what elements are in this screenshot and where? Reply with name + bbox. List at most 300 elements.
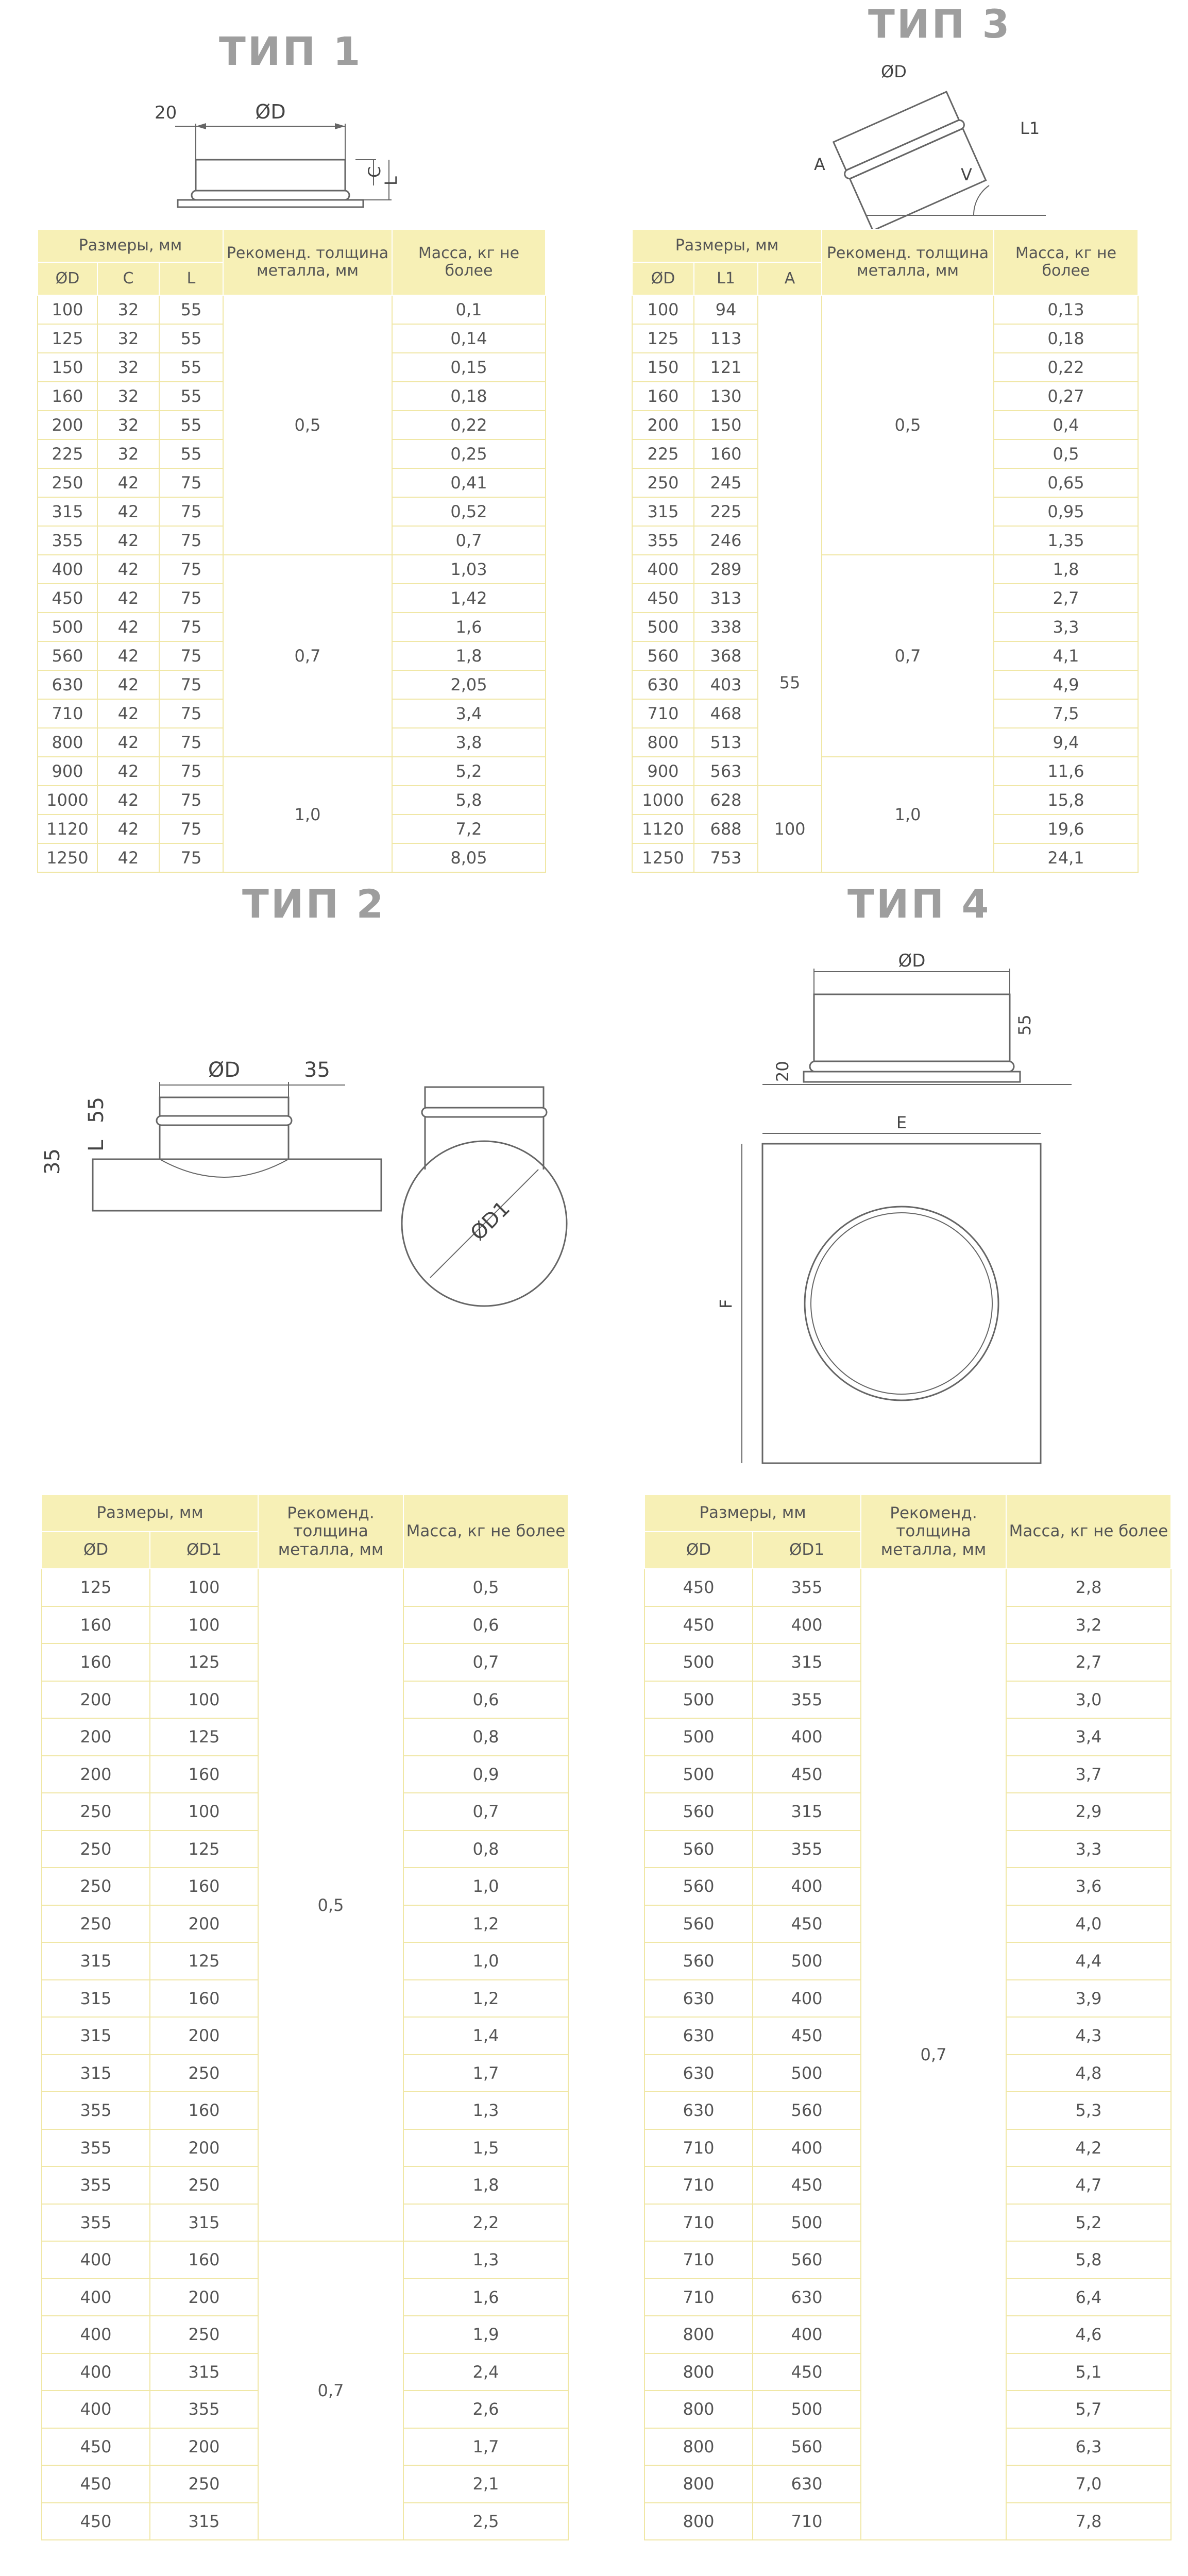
type4-title: ТИП 4 xyxy=(847,881,991,927)
type3-header-a: A xyxy=(758,262,822,295)
cell-mass: 5,8 xyxy=(1006,2241,1171,2279)
cell-mass: 2,9 xyxy=(1006,1793,1171,1831)
cell-c: 42 xyxy=(97,526,159,555)
cell-d: 1250 xyxy=(38,843,97,872)
cell-mass: 3,2 xyxy=(1006,1606,1171,1644)
cell-d: 150 xyxy=(38,353,97,382)
cell-l: 75 xyxy=(159,786,223,815)
cell-d1: 400 xyxy=(753,2129,861,2167)
cell-l1: 121 xyxy=(694,353,758,382)
cell-mass: 5,2 xyxy=(392,757,546,786)
cell-mass: 8,05 xyxy=(392,843,546,872)
cell-l1: 468 xyxy=(694,699,758,728)
cell-mass: 5,1 xyxy=(1006,2353,1171,2391)
type2-header-d: ØD xyxy=(42,1532,150,1569)
cell-mass: 2,05 xyxy=(392,670,546,699)
cell-d: 355 xyxy=(42,2204,150,2242)
cell-mass: 1,4 xyxy=(403,2017,568,2055)
cell-d1: 560 xyxy=(753,2092,861,2129)
cell-mass: 4,2 xyxy=(1006,2129,1171,2167)
cell-d: 1000 xyxy=(632,786,694,815)
cell-mass: 6,4 xyxy=(1006,2279,1171,2316)
cell-d: 560 xyxy=(38,641,97,670)
cell-mass: 1,42 xyxy=(392,584,546,613)
cell-d: 1250 xyxy=(632,843,694,872)
cell-d: 1000 xyxy=(38,786,97,815)
cell-d: 800 xyxy=(632,728,694,757)
cell-mass: 7,2 xyxy=(392,815,546,843)
cell-d: 400 xyxy=(42,2279,150,2316)
cell-d1: 450 xyxy=(753,1905,861,1943)
cell-mass: 9,4 xyxy=(994,728,1138,757)
table-row xyxy=(42,2241,568,2279)
type2-header-mass: Масса, кг не более xyxy=(403,1495,568,1569)
cell-d: 1120 xyxy=(632,815,694,843)
cell-thickness: 1,0 xyxy=(223,757,392,872)
cell-d: 710 xyxy=(644,2129,753,2167)
cell-l: 75 xyxy=(159,555,223,584)
cell-d1: 630 xyxy=(753,2465,861,2503)
cell-d1: 160 xyxy=(150,1980,258,2018)
cell-l1: 130 xyxy=(694,382,758,411)
cell-d1: 200 xyxy=(150,2428,258,2466)
cell-l1: 245 xyxy=(694,468,758,497)
cell-l: 55 xyxy=(159,439,223,468)
cell-d: 225 xyxy=(632,439,694,468)
cell-mass: 7,5 xyxy=(994,699,1138,728)
cell-d1: 400 xyxy=(753,1980,861,2018)
type4-header-d1: ØD1 xyxy=(753,1532,861,1569)
cell-d: 630 xyxy=(38,670,97,699)
cell-mass: 1,0 xyxy=(403,1868,568,1905)
cell-d1: 250 xyxy=(150,2055,258,2092)
cell-d: 800 xyxy=(644,2316,753,2353)
cell-d1: 200 xyxy=(150,2017,258,2055)
cell-d: 125 xyxy=(42,1569,150,1606)
cell-c: 42 xyxy=(97,468,159,497)
cell-c: 42 xyxy=(97,843,159,872)
cell-d: 355 xyxy=(42,2092,150,2129)
cell-l: 55 xyxy=(159,324,223,353)
cell-mass: 7,0 xyxy=(1006,2465,1171,2503)
cell-d: 560 xyxy=(644,1831,753,1868)
cell-d: 250 xyxy=(38,468,97,497)
type3-dim-v: V xyxy=(961,165,972,184)
cell-d1: 355 xyxy=(753,1831,861,1868)
type2-dim-35-top: 35 xyxy=(304,1058,330,1082)
cell-mass: 15,8 xyxy=(994,786,1138,815)
cell-mass: 0,15 xyxy=(392,353,546,382)
cell-c: 32 xyxy=(97,439,159,468)
cell-d: 400 xyxy=(42,2353,150,2391)
cell-c: 32 xyxy=(97,411,159,439)
cell-l1: 688 xyxy=(694,815,758,843)
type3-header-d: ØD xyxy=(632,262,694,295)
cell-mass: 1,5 xyxy=(403,2129,568,2167)
cell-thickness: 0,5 xyxy=(822,295,994,555)
cell-d: 250 xyxy=(42,1831,150,1868)
cell-d: 800 xyxy=(644,2391,753,2428)
cell-mass: 11,6 xyxy=(994,757,1138,786)
cell-d1: 500 xyxy=(753,2055,861,2092)
cell-l: 75 xyxy=(159,670,223,699)
cell-mass: 3,6 xyxy=(1006,1868,1171,1905)
cell-d: 500 xyxy=(644,1756,753,1793)
cell-mass: 5,8 xyxy=(392,786,546,815)
type1-dim-d: ØD xyxy=(255,100,286,123)
cell-l1: 628 xyxy=(694,786,758,815)
type2-header-thickness: Рекоменд. толщина металла, мм xyxy=(258,1495,403,1569)
cell-l: 75 xyxy=(159,613,223,641)
cell-mass: 3,0 xyxy=(1006,1681,1171,1719)
cell-d: 200 xyxy=(632,411,694,439)
cell-c: 32 xyxy=(97,324,159,353)
cell-mass: 3,3 xyxy=(994,613,1138,641)
type1-dim-c: C xyxy=(365,166,384,178)
cell-mass: 0,41 xyxy=(392,468,546,497)
cell-mass: 3,3 xyxy=(1006,1831,1171,1868)
cell-c: 42 xyxy=(97,584,159,613)
cell-d: 100 xyxy=(632,295,694,324)
cell-d: 450 xyxy=(632,584,694,613)
cell-mass: 0,8 xyxy=(403,1831,568,1868)
cell-mass: 1,3 xyxy=(403,2092,568,2129)
cell-thickness: 0,5 xyxy=(223,295,392,555)
cell-d: 125 xyxy=(632,324,694,353)
cell-mass: 2,5 xyxy=(403,2503,568,2540)
cell-c: 32 xyxy=(97,353,159,382)
type1-dim-20: 20 xyxy=(155,103,177,123)
cell-d: 450 xyxy=(38,584,97,613)
cell-c: 42 xyxy=(97,613,159,641)
cell-d: 900 xyxy=(38,757,97,786)
table-row xyxy=(632,757,1138,786)
cell-d1: 250 xyxy=(150,2166,258,2204)
type1-header-c: C xyxy=(97,262,159,295)
type2-dim-d: ØD xyxy=(208,1058,241,1082)
cell-c: 42 xyxy=(97,670,159,699)
cell-mass: 5,7 xyxy=(1006,2391,1171,2428)
cell-d1: 100 xyxy=(150,1681,258,1719)
cell-d1: 450 xyxy=(753,2017,861,2055)
cell-d: 630 xyxy=(632,670,694,699)
cell-d: 560 xyxy=(644,1868,753,1905)
cell-c: 42 xyxy=(97,699,159,728)
cell-d: 450 xyxy=(42,2465,150,2503)
cell-d: 630 xyxy=(644,2017,753,2055)
cell-d1: 710 xyxy=(753,2503,861,2540)
cell-d: 800 xyxy=(644,2428,753,2466)
cell-d: 900 xyxy=(632,757,694,786)
type4-dim-d: ØD xyxy=(898,951,926,971)
cell-l: 75 xyxy=(159,815,223,843)
type2-dim-35-left: 35 xyxy=(41,1148,64,1175)
cell-mass: 5,2 xyxy=(1006,2204,1171,2242)
cell-mass: 3,4 xyxy=(1006,1718,1171,1756)
cell-d: 710 xyxy=(644,2279,753,2316)
cell-mass: 0,1 xyxy=(392,295,546,324)
type4-header-thickness: Рекоменд. толщина металла, мм xyxy=(861,1495,1006,1569)
cell-mass: 4,0 xyxy=(1006,1905,1171,1943)
cell-d: 160 xyxy=(42,1606,150,1644)
type3-header-sizes: Размеры, мм xyxy=(632,229,822,262)
table-row xyxy=(632,555,1138,584)
cell-thickness: 0,7 xyxy=(258,2241,403,2540)
cell-a: 100 xyxy=(758,786,822,872)
type1-header-thickness: Рекоменд. толщина металла, мм xyxy=(223,229,392,295)
cell-d: 450 xyxy=(644,1606,753,1644)
cell-mass: 2,4 xyxy=(403,2353,568,2391)
type1-table xyxy=(37,229,546,873)
type3-dim-l1: L1 xyxy=(1020,118,1040,138)
cell-d1: 160 xyxy=(150,2092,258,2129)
cell-d: 225 xyxy=(38,439,97,468)
cell-c: 32 xyxy=(97,382,159,411)
type3-diagram xyxy=(804,52,1092,227)
type2-dim-l: L xyxy=(84,1140,108,1151)
cell-d: 710 xyxy=(644,2166,753,2204)
type3-header-thickness: Рекоменд. толщина металла, мм xyxy=(822,229,994,295)
cell-l1: 113 xyxy=(694,324,758,353)
cell-d1: 560 xyxy=(753,2241,861,2279)
cell-d1: 160 xyxy=(150,1868,258,1905)
cell-d: 400 xyxy=(632,555,694,584)
type3-dim-d: ØD xyxy=(881,62,907,81)
cell-d: 500 xyxy=(644,1718,753,1756)
cell-mass: 4,8 xyxy=(1006,2055,1171,2092)
cell-mass: 0,7 xyxy=(403,1793,568,1831)
cell-d1: 100 xyxy=(150,1569,258,1606)
type4-table xyxy=(644,1494,1172,2540)
cell-d: 710 xyxy=(38,699,97,728)
cell-l: 75 xyxy=(159,843,223,872)
cell-d: 560 xyxy=(644,1793,753,1831)
type4-header-mass: Масса, кг не более xyxy=(1006,1495,1171,1569)
cell-d1: 125 xyxy=(150,1718,258,1756)
type4-diagram xyxy=(711,938,1082,1473)
cell-mass: 0,25 xyxy=(392,439,546,468)
cell-l: 55 xyxy=(159,295,223,324)
cell-mass: 0,95 xyxy=(994,497,1138,526)
table-row xyxy=(38,555,546,584)
table-row xyxy=(42,1569,568,1606)
cell-d: 450 xyxy=(644,1569,753,1606)
cell-d: 630 xyxy=(644,1980,753,2018)
type1-diagram xyxy=(134,98,422,232)
cell-d: 500 xyxy=(38,613,97,641)
cell-mass: 1,9 xyxy=(403,2316,568,2353)
cell-mass: 0,9 xyxy=(403,1756,568,1793)
cell-mass: 0,6 xyxy=(403,1606,568,1644)
cell-d1: 125 xyxy=(150,1831,258,1868)
cell-thickness: 0,7 xyxy=(223,555,392,757)
cell-d: 560 xyxy=(644,1942,753,1980)
cell-d1: 500 xyxy=(753,2391,861,2428)
cell-d: 160 xyxy=(632,382,694,411)
cell-mass: 0,18 xyxy=(994,324,1138,353)
cell-d: 250 xyxy=(632,468,694,497)
cell-mass: 4,1 xyxy=(994,641,1138,670)
cell-mass: 3,9 xyxy=(1006,1980,1171,2018)
cell-d: 200 xyxy=(42,1756,150,1793)
cell-d: 710 xyxy=(644,2241,753,2279)
cell-l1: 368 xyxy=(694,641,758,670)
cell-l1: 160 xyxy=(694,439,758,468)
cell-l1: 313 xyxy=(694,584,758,613)
cell-d: 710 xyxy=(632,699,694,728)
cell-mass: 7,8 xyxy=(1006,2503,1171,2540)
cell-d: 560 xyxy=(644,1905,753,1943)
cell-d: 1120 xyxy=(38,815,97,843)
cell-d: 355 xyxy=(632,526,694,555)
cell-d1: 250 xyxy=(150,2316,258,2353)
cell-d: 250 xyxy=(42,1793,150,1831)
cell-d: 250 xyxy=(42,1868,150,1905)
cell-mass: 3,7 xyxy=(1006,1756,1171,1793)
cell-d: 800 xyxy=(644,2503,753,2540)
cell-mass: 2,6 xyxy=(403,2391,568,2428)
cell-mass: 0,14 xyxy=(392,324,546,353)
cell-d1: 160 xyxy=(150,1756,258,1793)
cell-d1: 500 xyxy=(753,2204,861,2242)
cell-d1: 450 xyxy=(753,2353,861,2391)
cell-d: 500 xyxy=(632,613,694,641)
cell-d: 315 xyxy=(632,497,694,526)
cell-d1: 200 xyxy=(150,2279,258,2316)
cell-mass: 1,6 xyxy=(403,2279,568,2316)
cell-d: 800 xyxy=(644,2353,753,2391)
cell-mass: 0,13 xyxy=(994,295,1138,324)
cell-c: 42 xyxy=(97,555,159,584)
cell-d1: 560 xyxy=(753,2428,861,2466)
cell-d1: 315 xyxy=(150,2503,258,2540)
cell-d1: 400 xyxy=(753,1718,861,1756)
cell-mass: 0,27 xyxy=(994,382,1138,411)
type2-header-sizes: Размеры, мм xyxy=(42,1495,258,1532)
cell-mass: 0,6 xyxy=(403,1681,568,1719)
cell-d: 400 xyxy=(38,555,97,584)
type2-dim-55: 55 xyxy=(84,1097,108,1123)
cell-mass: 1,03 xyxy=(392,555,546,584)
cell-d1: 355 xyxy=(753,1569,861,1606)
cell-l: 75 xyxy=(159,584,223,613)
type2-title: ТИП 2 xyxy=(242,881,386,927)
cell-thickness: 0,5 xyxy=(258,1569,403,2241)
cell-d: 125 xyxy=(38,324,97,353)
cell-d1: 400 xyxy=(753,2316,861,2353)
cell-mass: 1,6 xyxy=(392,613,546,641)
type3-header-mass: Масса, кг не более xyxy=(994,229,1138,295)
cell-mass: 24,1 xyxy=(994,843,1138,872)
cell-d1: 450 xyxy=(753,1756,861,1793)
cell-l1: 403 xyxy=(694,670,758,699)
type3-table xyxy=(632,229,1139,873)
cell-d1: 630 xyxy=(753,2279,861,2316)
cell-mass: 1,35 xyxy=(994,526,1138,555)
cell-d: 450 xyxy=(42,2428,150,2466)
cell-d: 630 xyxy=(644,2055,753,2092)
type4-header-d: ØD xyxy=(644,1532,753,1569)
table-row xyxy=(38,757,546,786)
cell-l: 55 xyxy=(159,353,223,382)
cell-l: 55 xyxy=(159,382,223,411)
cell-c: 42 xyxy=(97,728,159,757)
cell-c: 42 xyxy=(97,786,159,815)
cell-d1: 450 xyxy=(753,2166,861,2204)
cell-d1: 315 xyxy=(150,2204,258,2242)
cell-d: 500 xyxy=(644,1681,753,1719)
cell-c: 42 xyxy=(97,815,159,843)
cell-mass: 4,6 xyxy=(1006,2316,1171,2353)
type4-header-sizes: Размеры, мм xyxy=(644,1495,861,1532)
type1-header-d: ØD xyxy=(38,262,97,295)
cell-mass: 4,4 xyxy=(1006,1942,1171,1980)
cell-l: 75 xyxy=(159,641,223,670)
cell-mass: 1,8 xyxy=(994,555,1138,584)
cell-mass: 0,5 xyxy=(994,439,1138,468)
cell-d: 150 xyxy=(632,353,694,382)
cell-d: 800 xyxy=(644,2465,753,2503)
cell-mass: 1,2 xyxy=(403,1905,568,1943)
cell-d1: 315 xyxy=(753,1643,861,1681)
cell-mass: 0,65 xyxy=(994,468,1138,497)
cell-l: 75 xyxy=(159,526,223,555)
cell-d: 100 xyxy=(38,295,97,324)
cell-l: 75 xyxy=(159,699,223,728)
cell-mass: 0,8 xyxy=(403,1718,568,1756)
cell-d1: 100 xyxy=(150,1606,258,1644)
cell-mass: 3,4 xyxy=(392,699,546,728)
cell-mass: 6,3 xyxy=(1006,2428,1171,2466)
cell-d: 710 xyxy=(644,2204,753,2242)
cell-d: 355 xyxy=(38,526,97,555)
cell-mass: 4,9 xyxy=(994,670,1138,699)
cell-mass: 0,52 xyxy=(392,497,546,526)
cell-c: 42 xyxy=(97,757,159,786)
cell-l: 75 xyxy=(159,728,223,757)
cell-mass: 0,5 xyxy=(403,1569,568,1606)
cell-mass: 4,7 xyxy=(1006,2166,1171,2204)
type1-header-mass: Масса, кг не более xyxy=(392,229,546,295)
cell-d1: 400 xyxy=(753,1868,861,1905)
cell-d: 160 xyxy=(42,1643,150,1681)
cell-d: 200 xyxy=(42,1681,150,1719)
cell-d1: 100 xyxy=(150,1793,258,1831)
cell-l: 75 xyxy=(159,497,223,526)
cell-c: 32 xyxy=(97,295,159,324)
cell-d: 315 xyxy=(42,1942,150,1980)
cell-d: 315 xyxy=(42,2055,150,2092)
cell-mass: 1,3 xyxy=(403,2241,568,2279)
cell-l1: 753 xyxy=(694,843,758,872)
cell-d1: 160 xyxy=(150,2241,258,2279)
cell-d1: 200 xyxy=(150,1905,258,1943)
cell-d: 355 xyxy=(42,2129,150,2167)
type2-table xyxy=(41,1494,569,2540)
cell-mass: 1,8 xyxy=(403,2166,568,2204)
cell-a: 55 xyxy=(758,295,822,786)
table-row xyxy=(38,295,546,324)
cell-mass: 0,7 xyxy=(392,526,546,555)
cell-l1: 150 xyxy=(694,411,758,439)
cell-d: 560 xyxy=(632,641,694,670)
type2-diagram xyxy=(36,1025,582,1314)
cell-l1: 225 xyxy=(694,497,758,526)
cell-mass: 1,8 xyxy=(392,641,546,670)
type3-title: ТИП 3 xyxy=(868,1,1012,47)
type1-dim-l: L xyxy=(381,176,401,185)
cell-mass: 1,0 xyxy=(403,1942,568,1980)
